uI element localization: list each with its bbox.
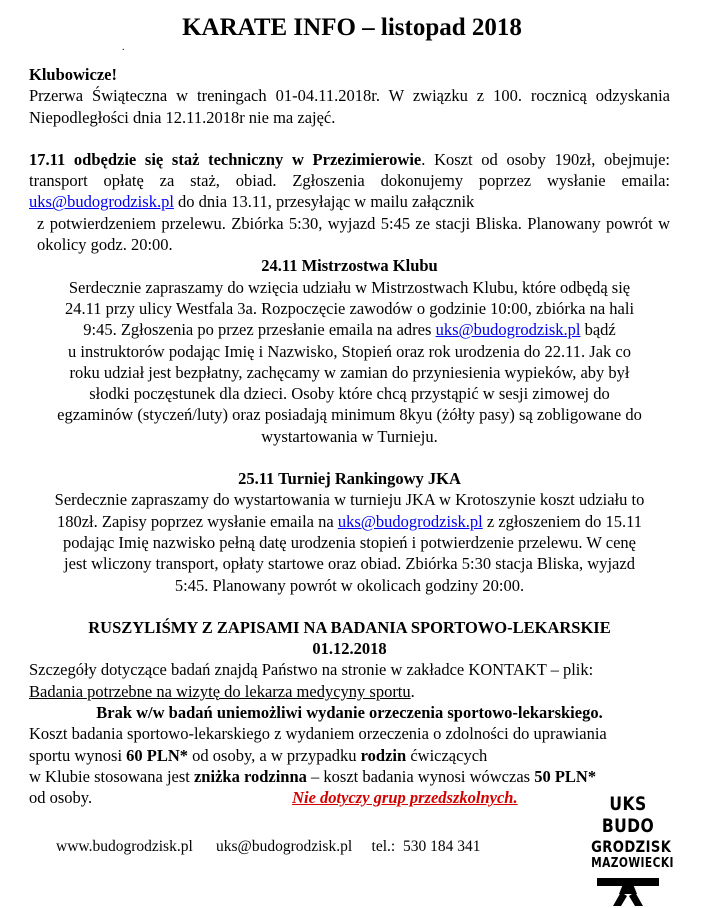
footer (56, 838, 480, 856)
belt-icon (593, 874, 663, 908)
turniej-email-link[interactable]: uks@budogrodzisk.pl (337, 511, 483, 531)
main-content (29, 64, 670, 809)
mistrzostwa-email-link[interactable]: uks@budogrodzisk.pl (435, 320, 581, 340)
price-60: 60 PLN* (126, 745, 189, 765)
mistrzostwa-paragraph: Serdecznie zapraszamy do wzięcia udziału w Mistrzostwach Klubu, które odbędą się 24.11 przy ulicy Westfala 3a. Rozpoczęcie zawodów o godzinie 10:00, zbiórka na hali 9:45. Zgłoszenia po przez przesłanie emaila na adres uks@budogrodzisk.pl bądź u instruktorów podając Imię i Nazwisko, Stopień oraz rok urodzenia do 22.11. Jak co roku udział jest bezpłatny, zachęcamy w zamian do przyniesienia wypieków, aby był słodki poczęstunek dla dzieci. Osoby które chcą przystąpić w sesji zimowej do egzaminów (styczeń/luty) oraz posiadają minimum 8kyu (żółty pasy) są zobligowane do wystartowania w Turnieju. (57, 277, 642, 446)
badania-heading: RUSZYLIŚMY Z ZAPISAMI NA BADANIA SPORTOWO-LEKARSKIE (88, 617, 611, 637)
price-50: 50 PLN* (534, 766, 597, 786)
badania-date: 01.12.2018 (312, 639, 387, 659)
mistrzostwa-heading: 24.11 Mistrzostwa Klubu (261, 256, 438, 276)
footer-email[interactable]: uks@budogrodzisk.pl (216, 838, 353, 855)
stray-dot: . (122, 42, 125, 53)
badania-warning: Brak w/w badań uniemożliwi wydanie orzeczenia sportowo-lekarskiego. (96, 703, 603, 723)
staz-paragraph: 17.11 odbędzie się staż techniczny w Przezimierowie. Koszt od osoby 190zł, obejmuje: transport opłatę za staż, obiad. Zgłoszenia dokonujemy poprzez wysłanie emaila: uks@budogrodzisk.pl do dnia 13.11, przesyłając w mailu załącznik (29, 149, 670, 212)
intro-paragraph: Przerwa Świąteczna w treningach 01-04.11.2018r. W związku z 100. rocznicą odzyskania Niepodległości dnia 12.11.2018r nie ma zajęć. (29, 86, 670, 127)
staz-email-link[interactable]: uks@budogrodzisk.pl (29, 192, 174, 212)
greeting: Klubowicze! (29, 65, 117, 84)
footer-phone: tel.: 530 184 341 (371, 838, 481, 855)
staz-headline: 17.11 odbędzie się staż techniczny w Przezimierowie (29, 149, 422, 169)
badania-doc-link[interactable]: Badania potrzebne na wizytę do lekarza medycyny sportu (29, 681, 411, 701)
club-logo: UKS BUDO GRODZISK MAZOWIECKI (583, 793, 673, 908)
staz-paragraph-cont: z potwierdzeniem przelewu. Zbiórka 5:30, wyjazd 5:45 ze stacji Bliska. Planowany powrót w okolicy godz. 20:00. (37, 213, 670, 255)
page-title: KARATE INFO – listopad 2018 (182, 14, 522, 41)
badania-paragraph: Szczegóły dotyczące badań znajdą Państwo na stronie w zakładce KONTAKT – plik: Badania potrzebne na wizytę do lekarza medycyny sportu. Brak w/w badań uniemożliwi wydanie orzeczenia sportowo-lekarskiego. Koszt badania sportowo-lekarskiego z wydaniem orzeczenia o zdolności do uprawiania sportu wynosi 60 PLN* od osoby, a w przypadku rodzin ćwiczących w Klubie stosowana jest zniżka rodzinna – koszt badania wynosi wówczas 50 PLN* od osoby. Nie dotyczy grup przedszkolnych. (29, 660, 607, 808)
footer-website[interactable]: www.budogrodzisk.pl (56, 838, 193, 855)
znizka-rodzinna: zniżka rodzinna (193, 766, 307, 786)
turniej-heading: 25.11 Turniej Rankingowy JKA (238, 469, 461, 489)
turniej-paragraph: Serdecznie zapraszamy do wystartowania w turnieju JKA w Krotoszynie koszt udziału to 180zł. Zapisy poprzez wysłanie emaila na uks@budogrodzisk.pl z zgłoszeniem do 15.11 podając Imię nazwisko pełną datę urodzenia stopień i potwierdzenie przelewu. W cenę jest wliczony transport, opłaty startowe oraz obiad. Zbiórka 5:30 stacja Bliska, wyjazd 5:45. Planowany powrót w okolicach godziny 20:00. (54, 490, 645, 595)
preschool-note: Nie dotyczy grup przedszkolnych. (292, 788, 518, 808)
